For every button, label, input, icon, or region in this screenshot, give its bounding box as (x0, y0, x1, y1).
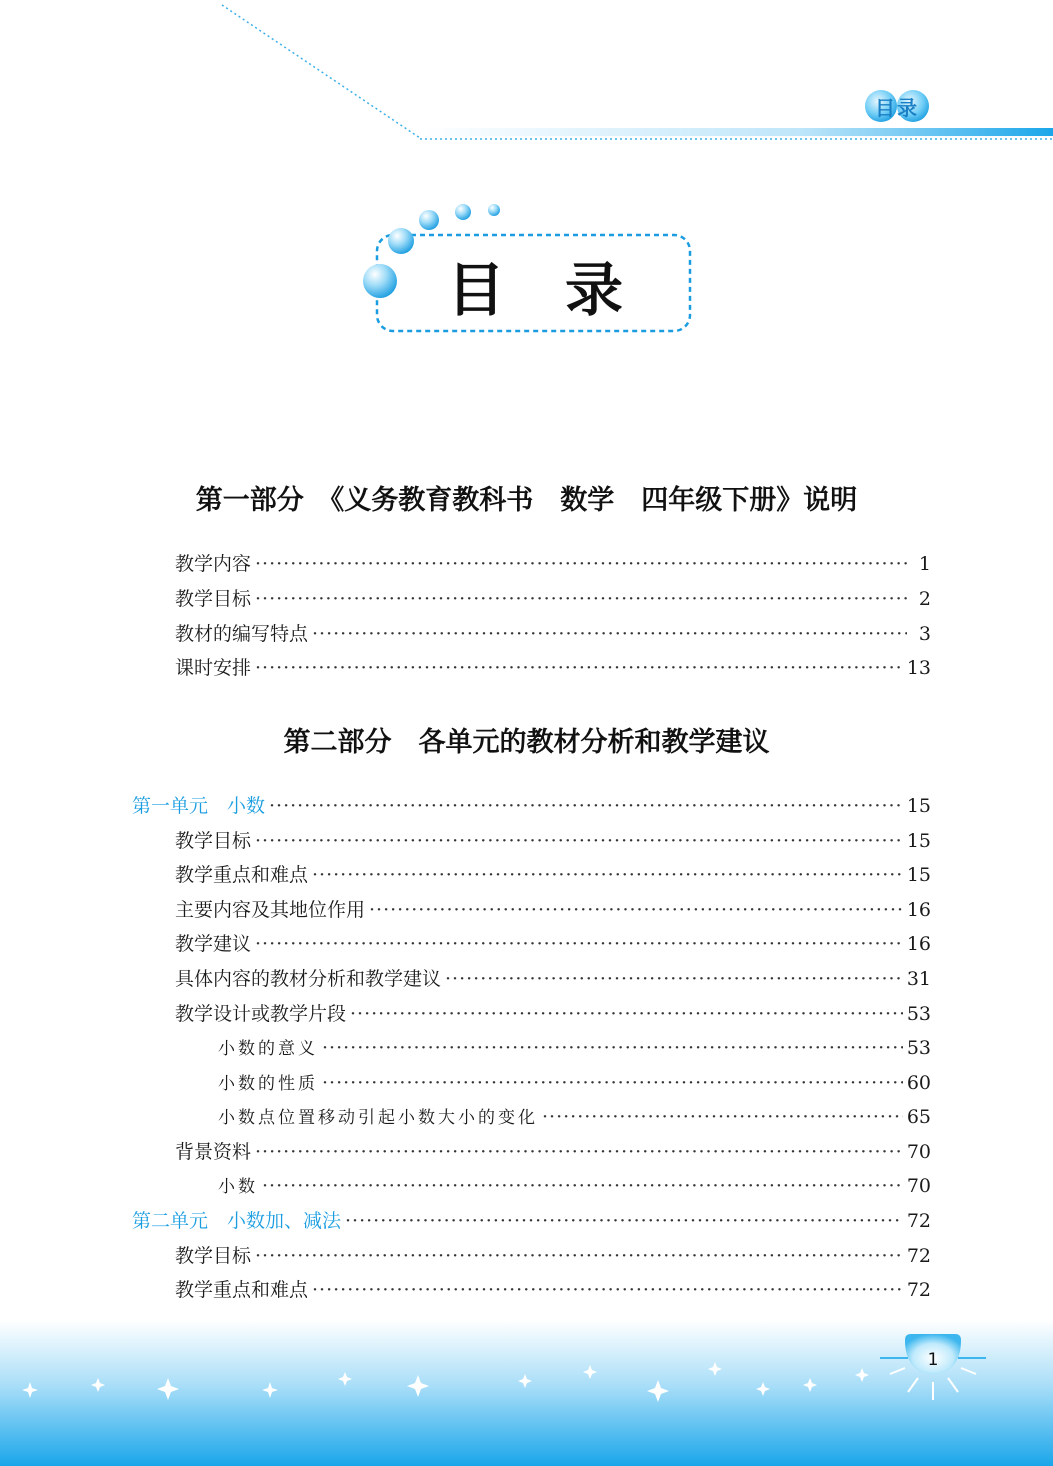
leader-dots (322, 1035, 903, 1061)
toc-label: 课时安排 (175, 657, 252, 679)
toc-page: 53 (906, 1037, 931, 1059)
toc-page: 31 (906, 968, 931, 990)
toc-item[interactable] (175, 828, 931, 854)
toc-label: 教学重点和难点 (175, 864, 309, 886)
leader-dots (269, 793, 903, 819)
toc-page: 72 (906, 1279, 931, 1301)
toc-subitem[interactable] (218, 1173, 931, 1199)
part2-heading: 第二部分 各单元的教材分析和教学建议 (283, 727, 770, 758)
leader-dots (255, 551, 907, 577)
leader-dots (262, 1173, 903, 1199)
toc-item[interactable] (175, 1277, 931, 1303)
toc-label: 教学目标 (175, 830, 252, 852)
toc-item[interactable] (175, 931, 931, 957)
toc-item[interactable] (175, 862, 931, 888)
toc-page: 70 (906, 1141, 931, 1163)
header-decoration (0, 0, 1053, 160)
toc-item[interactable] (175, 966, 931, 992)
toc-page: 15 (906, 795, 931, 817)
leader-dots (542, 1104, 903, 1130)
toc-subitem[interactable] (218, 1070, 931, 1096)
leader-dots (445, 966, 903, 992)
toc-label: 主要内容及其地位作用 (175, 899, 366, 921)
toc-label: 小数的意义 (218, 1039, 318, 1059)
toc-item[interactable] (175, 1001, 931, 1027)
toc-subitem[interactable] (218, 1104, 931, 1130)
toc-item[interactable] (175, 621, 931, 647)
page-title: 目录 (446, 256, 683, 324)
toc-item[interactable] (175, 551, 931, 577)
toc-subitem[interactable] (218, 1035, 931, 1061)
leader-dots (255, 655, 903, 681)
leader-dots (322, 1070, 903, 1096)
leader-dots (255, 586, 907, 612)
toc-page: 16 (906, 933, 931, 955)
toc-label: 具体内容的教材分析和教学建议 (175, 968, 442, 990)
leader-dots (255, 1139, 903, 1165)
toc-item[interactable] (175, 1243, 931, 1269)
leader-dots (255, 1243, 903, 1269)
toc-page: 2 (918, 588, 931, 610)
toc-label: 第二单元 小数加、减法 (132, 1210, 342, 1232)
leader-dots (345, 1208, 903, 1234)
toc-label: 教学重点和难点 (175, 1279, 309, 1301)
toc-label: 背景资料 (175, 1141, 252, 1163)
toc-page: 13 (906, 657, 931, 679)
leader-dots (312, 862, 903, 888)
toc-label: 小数 (218, 1177, 258, 1197)
toc-page: 65 (906, 1106, 931, 1128)
toc-unit-item[interactable] (132, 1208, 931, 1234)
toc-page: 70 (906, 1175, 931, 1197)
toc-page: 72 (906, 1245, 931, 1267)
toc-label: 教材的编写特点 (175, 623, 309, 645)
toc-page: 3 (918, 623, 931, 645)
toc-label: 教学内容 (175, 553, 252, 575)
footer-decoration (0, 1320, 1053, 1466)
toc-page: 72 (906, 1210, 931, 1232)
toc-label: 教学目标 (175, 588, 252, 610)
toc-unit-item[interactable] (132, 793, 931, 819)
toc-item[interactable] (175, 1139, 931, 1165)
toc-label: 教学建议 (175, 933, 252, 955)
leader-dots (312, 621, 907, 647)
toc-page: 15 (906, 864, 931, 886)
toc-page: 16 (906, 899, 931, 921)
leader-dots (255, 931, 903, 957)
toc-label: 教学目标 (175, 1245, 252, 1267)
toc-item[interactable] (175, 586, 931, 612)
toc-label: 小数的性质 (218, 1074, 318, 1094)
toc-page: 53 (906, 1003, 931, 1025)
toc-label: 第一单元 小数 (132, 795, 266, 817)
toc-page: 1 (918, 553, 931, 575)
toc-label: 教学设计或教学片段 (175, 1003, 347, 1025)
toc-label: 小数点位置移动引起小数大小的变化 (218, 1108, 538, 1128)
toc-page: 15 (906, 830, 931, 852)
part1-heading: 第一部分 《义务教育教科书 数学 四年级下册》说明 (195, 485, 858, 516)
leader-dots (369, 897, 903, 923)
leader-dots (350, 1001, 903, 1027)
toc-item[interactable] (175, 655, 931, 681)
page-number: 1 (927, 1350, 939, 1370)
leader-dots (255, 828, 903, 854)
toc-item[interactable] (175, 897, 931, 923)
toc-page: 60 (906, 1072, 931, 1094)
header-section-label: 目录 (875, 95, 919, 120)
leader-dots (312, 1277, 903, 1303)
